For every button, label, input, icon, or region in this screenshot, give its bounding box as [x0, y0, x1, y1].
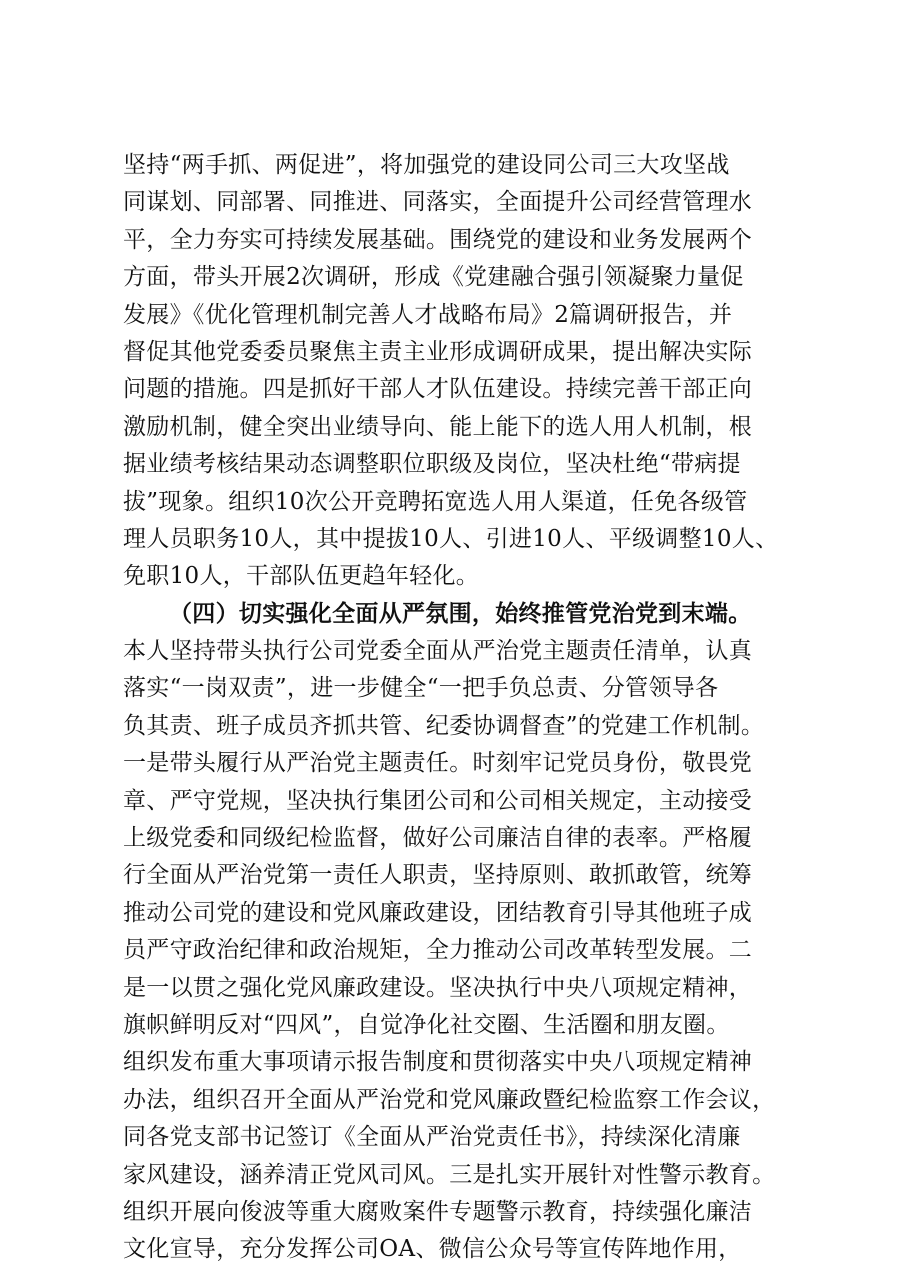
text-line: 激励机制，健全突出业绩导向、能上能下的选人用人机制，根 [123, 413, 753, 440]
text-line: 发展》《优化管理机制完善人才战略布局》2篇调研报告，并 [123, 301, 733, 328]
text-line: 员严守政治纪律和政治规矩，全力推动公司改革转型发展。二 [123, 937, 753, 964]
text-line: 平，全力夯实可持续发展基础。围绕党的建设和业务发展两个 [123, 226, 753, 253]
text-line: 同谋划、同部署、同推进、同落实，全面提升公司经营管理水 [123, 189, 753, 216]
text-line: 拔”现象。组织10次公开竞聘拓宽选人用人渠道，任免各级管 [123, 488, 748, 515]
text-line: 推动公司党的建设和党风廉政建设，团结教育引导其他班子成 [123, 899, 753, 926]
text-line: 文化宣导，充分发挥公司OA、微信公众号等宣传阵地作用， [123, 1236, 742, 1263]
text-line: 家风建设，涵养清正党风司风。三是扎实开展针对性警示教育。 [123, 1161, 776, 1188]
text-line: 是一以贯之强化党风廉政建设。坚决执行中央八项规定精神， [123, 974, 753, 1001]
text-line: 组织发布重大事项请示报告制度和贯彻落实中央八项规定精神 [123, 1049, 753, 1076]
text-line: 组织开展向俊波等重大腐败案件专题警示教育，持续强化廉洁 [123, 1198, 753, 1225]
body-text [123, 147, 823, 1269]
text-line: 同各党支部书记签订《全面从严治党责任书》，持续深化清廉 [123, 1124, 741, 1151]
section-heading: （四）切实强化全面从严氛围，始终推管党治党到末端。 [169, 600, 752, 627]
text-line: 方面，带头开展2次调研，形成《党建融合强引领凝聚力量促 [123, 264, 744, 291]
text-line: 负其责、班子成员齐抓共管、纪委协调督查”的党建工作机制。 [123, 712, 765, 739]
text-line: 据业绩考核结果动态调整职位职级及岗位，坚决杜绝“带病提 [123, 451, 741, 478]
text-line: 办法，组织召开全面从严治党和党风廉政暨纪检监察工作会议， [123, 1086, 776, 1113]
text-line: 旗帜鲜明反对“四风”，自觉净化社交圈、生活圈和朋友圈。 [123, 1011, 730, 1038]
text-line: 理人员职务10人，其中提拔10人、引进10人、平级调整10人、 [123, 525, 779, 552]
text-line: 问题的措施。四是抓好干部人才队伍建设。持续完善干部正向 [123, 376, 753, 403]
text-line: 本人坚持带头执行公司党委全面从严治党主题责任清单，认真 [123, 638, 753, 665]
text-line: 一是带头履行从严治党主题责任。时刻牢记党员身份，敬畏党 [123, 750, 753, 777]
text-line: 免职10人，干部队伍更趋年轻化。 [123, 563, 480, 590]
text-line: 坚持“两手抓、两促进”，将加强党的建设同公司三大攻坚战 [123, 152, 730, 178]
text-line: 落实“一岗双责”，进一步健全“一把手负总责、分管领导各 [123, 675, 719, 702]
text-line: 督促其他党委委员聚焦主责主业形成调研成果，提出解决实际 [123, 338, 753, 365]
text-line: 行全面从严治党第一责任人职责，坚持原则、敢抓敢管，统筹 [123, 862, 753, 889]
text-line: 上级党委和同级纪检监督，做好公司廉洁自律的表率。严格履 [123, 825, 753, 852]
text-line: 章、严守党规，坚决执行集团公司和公司相关规定，主动接受 [123, 787, 753, 814]
